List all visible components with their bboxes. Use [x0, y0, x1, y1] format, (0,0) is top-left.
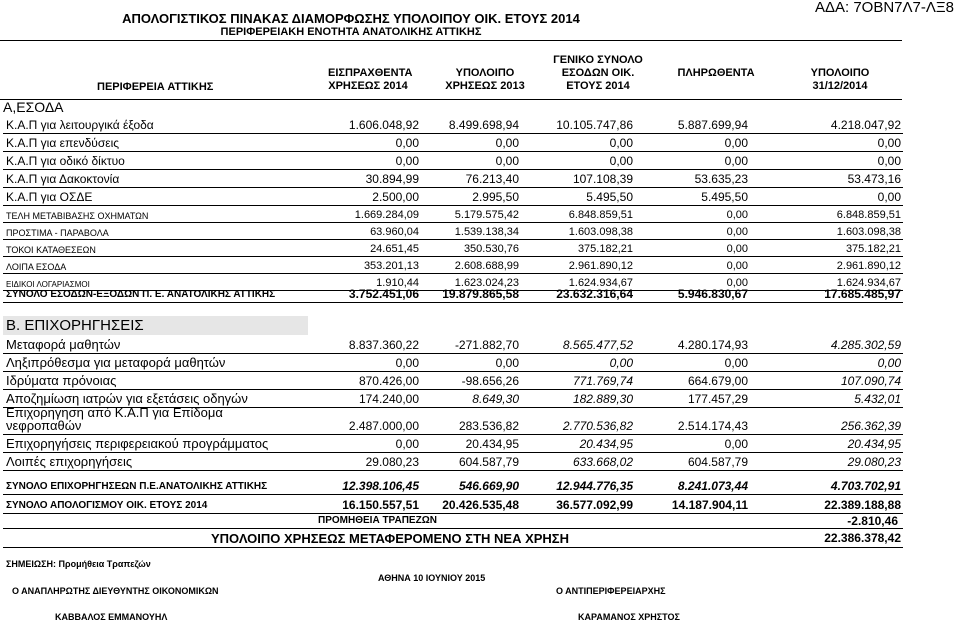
grand-total-col5: 22.389.188,88	[824, 498, 901, 512]
total-a-col1: 3.752.451,06	[348, 287, 419, 301]
cell-col3: 633.668,02	[572, 455, 633, 469]
cell-col5: 20.434,95	[847, 437, 901, 451]
row-label: ΤΕΛΗ ΜΕΤΑΒΙΒΑΣΗΣ ΟΧΗΜΑΤΩΝ	[6, 211, 149, 221]
cell-col2: 604.587,79	[458, 455, 519, 469]
cell-col1: 29.080,23	[365, 455, 419, 469]
cell-col4: 53.635,23	[694, 172, 748, 186]
total-b-col5: 4.703.702,91	[830, 479, 901, 493]
cell-col3: 10.105.747,86	[556, 118, 633, 132]
cell-col4: 0,00	[724, 136, 748, 150]
cell-col5: 1.624.934,67	[836, 277, 901, 289]
cell-col5: 53.473,16	[847, 172, 901, 186]
cell-col3: 375.182,21	[577, 243, 633, 255]
cell-col4: 0,00	[724, 356, 748, 370]
cell-col1: 1.669.284,09	[354, 209, 419, 221]
cell-col4: 0,00	[726, 209, 748, 221]
total-b-col4: 8.241.073,44	[677, 479, 748, 493]
header-col3: ΓΕΝΙΚΟ ΣΥΝΟΛΟ ΕΣΟΔΩΝ ΟΙΚ. ΕΤΟΥΣ 2014	[553, 54, 643, 92]
cell-col3: 20.434,95	[579, 437, 633, 451]
row-label: Κ.Α.Π για λειτουργικά έξοδα	[6, 118, 154, 132]
page-title: ΑΠΟΛΟΓΙΣΤΙΚΟΣ ΠΙΝΑΚΑΣ ΔΙΑΜΟΡΦΩΣΗΣ ΥΠΟΛΟΙΠΟΥ ΟΙΚ. ΕΤΟΥΣ 2014	[122, 11, 580, 26]
table-row	[3, 336, 903, 354]
total-b-col2: 546.669,90	[458, 479, 519, 493]
cell-col3: 771.769,74	[572, 374, 633, 388]
cell-col3: 182.889,30	[572, 392, 633, 406]
grand-total-col3: 36.577.092,99	[556, 498, 633, 512]
cell-col5: 0,00	[877, 356, 901, 370]
cell-col3: 6.848.859,51	[568, 209, 633, 221]
carried-label: ΥΠΟΛΟΙΠΟ ΧΡΗΣΕΩΣ ΜΕΤΑΦΕΡΟΜΕΝΟ ΣΤΗ ΝΕΑ ΧΡΗΣΗ	[211, 531, 569, 546]
section-b-title: Β. ΕΠΙΧΟΡΗΓΗΣΕΙΣ	[3, 316, 308, 335]
cell-col2: 1.539.138,34	[454, 226, 519, 238]
note: ΣΗΜΕΙΩΣΗ: Προμήθεια Τραπεζών	[6, 559, 151, 569]
cell-col5: 0,00	[877, 190, 901, 204]
total-a-row	[3, 284, 903, 303]
cell-col4: 177.457,29	[687, 392, 748, 406]
table-row	[3, 435, 903, 453]
total-a-col2: 19.879.865,58	[442, 287, 519, 301]
cell-col5: 0,00	[877, 154, 901, 168]
row-label: Μεταφορά μαθητών	[6, 337, 121, 352]
row-label: Αποζημίωση ιατρών για εξετάσεις οδηγών	[6, 391, 248, 406]
cell-col2: 350.530,76	[463, 243, 519, 255]
cell-col5: 6.848.859,51	[836, 209, 901, 221]
row-label: Κ.Α.Π για επενδύσεις	[6, 136, 120, 150]
cell-col3: 8.565.477,52	[562, 338, 633, 352]
total-a-label: ΣΥΝΟΛΟ ΕΣΟΔΩΝ-ΕΞΟΔΩΝ Π. Ε. ΑΝΑΤΟΛΙΚΗΣ ΑΤΤΙΚΗΣ	[6, 289, 276, 300]
cell-col3: 0,00	[609, 356, 633, 370]
cell-col1: 24.651,45	[370, 243, 419, 255]
total-b-col1: 12.398.106,45	[342, 479, 419, 493]
cell-col2: 283.536,82	[458, 419, 519, 433]
table-row	[3, 170, 903, 188]
cell-col2: 1.623.024,23	[454, 277, 519, 289]
carried-value: 22.386.378,42	[824, 531, 901, 545]
row-label: ΤΟΚΟΙ ΚΑΤΑΘΕΣΕΩΝ	[6, 245, 96, 255]
cell-col5: 4.218.047,92	[830, 118, 901, 132]
signatory-left-role: Ο ΑΝΑΠΛΗΡΩΤΗΣ ΔΙΕΥΘΥΝΤΗΣ ΟΙΚΟΝΟΜΙΚΩΝ	[12, 586, 219, 596]
cell-col4: 604.587,79	[687, 455, 748, 469]
place-date: ΑΘΗΝΑ 10 ΙΟΥΝΙΟΥ 2015	[378, 573, 486, 583]
cell-col5: 2.961.890,12	[836, 260, 901, 272]
cell-col2: -271.882,70	[454, 338, 519, 352]
cell-col5: 29.080,23	[847, 455, 901, 469]
cell-col4: 0,00	[726, 243, 748, 255]
cell-col3: 2.770.536,82	[562, 419, 633, 433]
total-a-col5: 17.685.485,97	[824, 287, 901, 301]
section-a-title: Α,ΕΣΟΔΑ	[3, 99, 64, 115]
total-b-col3: 12.944.776,35	[556, 479, 633, 493]
table-row	[3, 134, 903, 152]
table-row	[3, 116, 903, 134]
ada-code: ΑΔΑ: 7ΟΒΝ7Λ7-ΛΞ8	[814, 0, 954, 16]
row-label: Ιδρύματα πρόνοιας	[6, 373, 117, 388]
cell-col2: 5.179.575,42	[454, 209, 519, 221]
table-row	[3, 206, 903, 223]
header-region: ΠΕΡΙΦΕΡΕΙΑ ΑΤΤΙΚΗΣ	[97, 81, 214, 93]
row-label: Επιχορηγήσεις περιφερειακού προγράμματος	[6, 436, 269, 451]
cell-col4: 4.280.174,93	[677, 338, 748, 352]
row-label: Λοιπές επιχορηγήσεις	[6, 454, 133, 469]
cell-col1: 870.426,00	[358, 374, 419, 388]
page-subtitle: ΠΕΡΙΦΕΡΕΙΑΚΗ ΕΝΟΤΗΤΑ ΑΝΑΤΟΛΙΚΗΣ ΑΤΤΙΚΗΣ	[220, 26, 482, 38]
cell-col1: 0,00	[395, 356, 419, 370]
row-label: ΠΡΟΣΤΙΜΑ - ΠΑΡΑΒΟΛΑ	[6, 228, 109, 238]
cell-col5: 256.362,39	[840, 419, 901, 433]
header-col2: ΥΠΟΛΟΙΠΟ ΧΡΗΣΕΩΣ 2013	[445, 67, 525, 92]
cell-col1: 0,00	[395, 437, 419, 451]
cell-col3: 1.603.098,38	[568, 226, 633, 238]
cell-col4: 2.514.174,43	[677, 419, 748, 433]
cell-col5: 5.432,01	[854, 392, 901, 406]
cell-col1: 1.606.048,92	[348, 118, 419, 132]
total-b-row	[3, 477, 903, 495]
total-a-col3: 23.632.316,64	[556, 287, 633, 301]
table-row	[3, 240, 903, 257]
cell-col1: 353.201,13	[363, 260, 419, 272]
cell-col3: 0,00	[609, 154, 633, 168]
cell-col4: 0,00	[724, 154, 748, 168]
cell-col1: 2.487.000,00	[348, 419, 419, 433]
bank-fees-label: ΠΡΟΜΗΘΕΙΑ ΤΡΑΠΕΖΩΝ	[318, 515, 437, 526]
signatory-left-name: ΚΑΒΒΑΛΟΣ ΕΜΜΑΝΟΥΗΛ	[55, 612, 168, 622]
total-a-col4: 5.946.830,67	[677, 287, 748, 301]
cell-col2: -98.656,26	[461, 374, 519, 388]
cell-col4: 5.887.699,94	[677, 118, 748, 132]
cell-col1: 8.837.360,22	[348, 338, 419, 352]
cell-col2: 0,00	[495, 356, 519, 370]
cell-col2: 76.213,40	[465, 172, 519, 186]
cell-col3: 1.624.934,67	[568, 277, 633, 289]
bank-fees-value: -2.810,46	[847, 514, 898, 528]
signatory-right-name: ΚΑΡΑΜΑΝΟΣ ΧΡΗΣΤΟΣ	[578, 612, 680, 622]
cell-col2: 20.434,95	[465, 437, 519, 451]
table-header	[0, 40, 902, 100]
table-row	[3, 257, 903, 274]
header-col5: ΥΠΟΛΟΙΠΟ 31/12/2014	[810, 67, 870, 92]
row-label-continued: νεφροπαθών	[6, 418, 82, 433]
cell-col5: 375.182,21	[845, 243, 901, 255]
cell-col1: 63.960,04	[370, 226, 419, 238]
grand-total-col4: 14.187.904,11	[671, 498, 748, 512]
table-row	[3, 188, 903, 206]
cell-col5: 4.285.302,59	[830, 338, 901, 352]
grand-total-label: ΣΥΝΟΛΟ ΑΠΟΛΟΓΙΣΜΟΥ ΟΙΚ. ΕΤΟΥΣ 2014	[6, 500, 208, 511]
row-label: Ληξιπρόθεσμα για μεταφορά μαθητών	[6, 355, 226, 370]
cell-col2: 2.995,50	[472, 190, 519, 204]
cell-col2: 2.608.688,99	[454, 260, 519, 272]
table-row	[3, 453, 903, 471]
cell-col1: 174.240,00	[358, 392, 419, 406]
row-label: ΛΟΙΠΑ ΕΣΟΔΑ	[6, 262, 67, 272]
cell-col4: 5.495,50	[701, 190, 748, 204]
cell-col4: 0,00	[726, 277, 748, 289]
total-b-label: ΣΥΝΟΛΟ ΕΠΙΧΟΡΗΓΗΣΕΩΝ Π.Ε.ΑΝΑΤΟΛΙΚΗΣ ΑΤΤΙΚΗΣ	[6, 481, 268, 492]
cell-col1: 0,00	[395, 154, 419, 168]
signatory-right-role: Ο ΑΝΤΙΠΕΡΙΦΕΡΕΙΑΡΧΗΣ	[556, 586, 666, 596]
cell-col3: 5.495,50	[586, 190, 633, 204]
carried-row	[3, 528, 903, 548]
cell-col1: 0,00	[395, 136, 419, 150]
cell-col4: 0,00	[726, 226, 748, 238]
cell-col5: 1.603.098,38	[836, 226, 901, 238]
row-label: ΕΙΔΙΚΟΙ ΛΟΓΑΡΙΑΣΜΟΙ	[6, 280, 90, 289]
header-col1: ΕΙΣΠΡΑΧΘΕΝΤΑ ΧΡΗΣΕΩΣ 2014	[328, 67, 413, 92]
row-label: Κ.Α.Π για ΟΣΔΕ	[6, 190, 93, 204]
row-label: Κ.Α.Π για οδικό δίκτυο	[6, 154, 125, 168]
grand-total-col2: 20.426.535,48	[442, 498, 519, 512]
cell-col1: 30.894,99	[365, 172, 419, 186]
grand-total-row	[3, 495, 903, 514]
cell-col2: 0,00	[495, 154, 519, 168]
header-col4: ΠΛΗΡΩΘΕΝΤΑ	[677, 67, 755, 79]
cell-col5: 107.090,74	[840, 374, 901, 388]
cell-col1: 2.500,00	[372, 190, 419, 204]
table-row	[3, 152, 903, 170]
cell-col3: 107.108,39	[572, 172, 633, 186]
cell-col3: 0,00	[609, 136, 633, 150]
cell-col2: 8.499.698,94	[448, 118, 519, 132]
cell-col2: 8.649,30	[472, 392, 519, 406]
table-row	[3, 372, 903, 390]
cell-col4: 664.679,00	[687, 374, 748, 388]
table-row	[3, 223, 903, 240]
cell-col3: 2.961.890,12	[568, 260, 633, 272]
row-label: Κ.Α.Π για Δακοκτονία	[6, 172, 120, 186]
cell-col4: 0,00	[726, 260, 748, 272]
row-label: Επιχορηγηση από Κ.Α.Π για Επίδομα	[6, 405, 223, 420]
table-row	[3, 405, 903, 435]
cell-col2: 0,00	[495, 136, 519, 150]
cell-col1: 1.910,44	[376, 277, 419, 289]
cell-col4: 0,00	[724, 437, 748, 451]
table-row	[3, 354, 903, 372]
grand-total-col1: 16.150.557,51	[342, 498, 419, 512]
cell-col5: 0,00	[877, 136, 901, 150]
